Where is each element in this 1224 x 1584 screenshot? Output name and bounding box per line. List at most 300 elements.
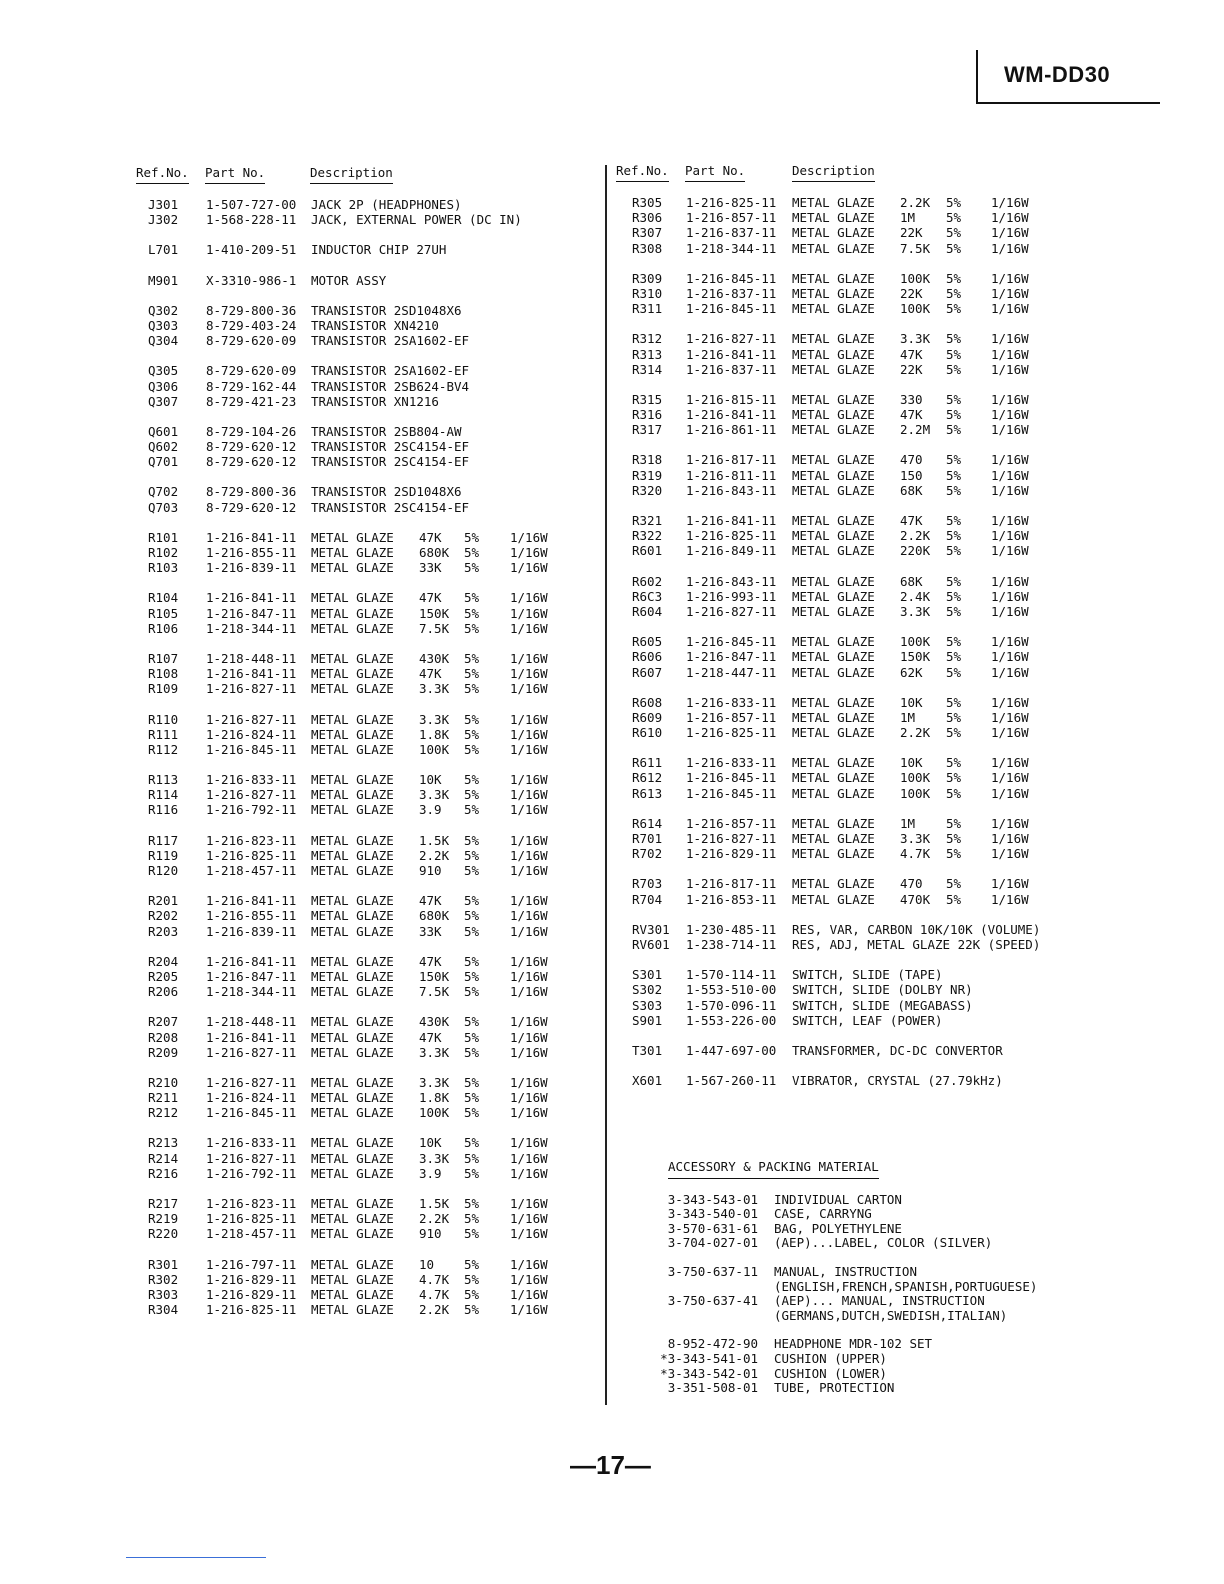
value: 150K — [900, 649, 931, 665]
part-group — [616, 922, 1216, 952]
tolerance: 5% — [464, 953, 480, 969]
wattage: 1/16W — [510, 1271, 548, 1287]
value: 1M — [900, 709, 916, 725]
part-no: 1-216-833-11 — [686, 755, 777, 771]
wattage: 1/16W — [510, 1090, 548, 1106]
value: 3.3K — [419, 1044, 450, 1060]
description: RES, VAR, CARBON 10K/10K (VOLUME) — [792, 921, 1041, 937]
value: 470 — [900, 876, 923, 892]
ref-no: RV601 — [632, 936, 670, 952]
value: 680K — [419, 908, 450, 924]
value: 430K — [419, 650, 450, 666]
table-row — [616, 786, 1216, 801]
wattage: 1/16W — [991, 725, 1029, 741]
part-group — [616, 331, 1216, 377]
part-group — [136, 303, 596, 349]
part-no: 8-729-620-12 — [206, 439, 297, 455]
part-no: 1-216-825-11 — [686, 528, 777, 544]
value: 22K — [900, 285, 923, 301]
ref-no: R305 — [632, 195, 663, 210]
ref-no: R308 — [632, 240, 663, 256]
description: METAL GLAZE — [792, 225, 875, 241]
table-row — [616, 634, 1216, 649]
tolerance: 5% — [946, 543, 962, 559]
ref-no: J301 — [148, 197, 179, 212]
part-group — [616, 816, 1216, 862]
header-ref-no: Ref.No. — [136, 165, 189, 184]
description: METAL GLAZE — [311, 908, 394, 924]
column-divider — [605, 165, 607, 1405]
table-row — [616, 331, 1216, 346]
part-no: 1-230-485-11 — [686, 921, 777, 937]
table-row — [616, 892, 1216, 907]
accessory-row — [658, 1294, 1078, 1309]
value: 47K — [900, 513, 923, 528]
value: 10K — [900, 694, 923, 710]
wattage: 1/16W — [510, 923, 548, 939]
wattage: 1/16W — [510, 1150, 548, 1166]
table-row — [616, 422, 1216, 437]
description: METAL GLAZE — [311, 741, 394, 757]
value: 3.3K — [419, 1150, 450, 1166]
table-row — [616, 574, 1216, 589]
tolerance: 5% — [946, 846, 962, 862]
value: 2.4K — [900, 588, 931, 604]
wattage: 1/16W — [991, 664, 1029, 680]
description: METAL GLAZE — [311, 726, 394, 742]
table-row — [136, 439, 596, 454]
description: METAL GLAZE — [311, 681, 394, 697]
description: METAL GLAZE — [311, 1044, 394, 1060]
wattage: 1/16W — [510, 1211, 548, 1227]
ref-no: R209 — [148, 1044, 179, 1060]
value: 1.5K — [419, 832, 450, 848]
wattage: 1/16W — [510, 802, 548, 818]
part-no: 1-216-847-11 — [686, 649, 777, 665]
part-no: 8-729-620-09 — [206, 363, 297, 379]
description: METAL GLAZE — [792, 891, 875, 907]
ref-no: R116 — [148, 802, 179, 818]
value: 100K — [900, 785, 931, 801]
part-no: 1-216-845-11 — [206, 1105, 297, 1121]
description: METAL GLAZE — [311, 1135, 394, 1151]
table-row — [136, 273, 596, 288]
value: 1M — [900, 815, 916, 831]
ref-no: R303 — [148, 1286, 179, 1302]
ref-no: R106 — [148, 620, 179, 636]
ref-no: R110 — [148, 711, 179, 727]
table-row — [136, 1226, 596, 1241]
tolerance: 5% — [464, 787, 480, 803]
table-row — [136, 984, 596, 999]
tolerance: 5% — [464, 893, 480, 909]
model-title: WM-DD30 — [1004, 62, 1111, 87]
ref-no: R315 — [632, 391, 663, 407]
table-row — [136, 303, 596, 318]
table-row — [616, 755, 1216, 770]
ref-no: R214 — [148, 1150, 179, 1166]
wattage: 1/16W — [991, 331, 1029, 347]
tolerance: 5% — [946, 225, 962, 241]
part-no: 1-216-824-11 — [206, 1090, 297, 1106]
ref-no: R103 — [148, 560, 179, 576]
tolerance: 5% — [464, 1271, 480, 1287]
ref-no: R217 — [148, 1196, 179, 1211]
value: 3.3K — [419, 711, 450, 727]
tolerance: 5% — [464, 560, 480, 576]
part-group — [616, 1043, 1216, 1058]
table-row — [616, 452, 1216, 467]
value: 910 — [419, 863, 442, 878]
parts-list-right — [616, 163, 1216, 1103]
description: TRANSISTOR 2SC4154-EF — [311, 439, 470, 455]
description: METAL GLAZE — [311, 1286, 394, 1302]
description: METAL GLAZE — [792, 270, 875, 286]
part-group — [616, 195, 1216, 256]
ref-no: R320 — [632, 482, 663, 498]
part-no: 1-216-841-11 — [686, 513, 777, 528]
part-no: 1-216-823-11 — [206, 1196, 297, 1211]
value: 3.3K — [419, 787, 450, 803]
description: TRANSISTOR 2SD1048X6 — [311, 484, 462, 500]
part-no: 1-216-827-11 — [206, 711, 297, 727]
table-row — [616, 876, 1216, 891]
description: METAL GLAZE — [792, 407, 875, 423]
wattage: 1/16W — [510, 726, 548, 742]
ref-no: R316 — [632, 407, 663, 423]
wattage: 1/16W — [991, 270, 1029, 286]
header-part-no: Part No. — [205, 165, 265, 184]
wattage: 1/16W — [991, 240, 1029, 256]
tolerance: 5% — [946, 785, 962, 801]
part-no: 1-570-096-11 — [686, 997, 777, 1013]
ref-no: S901 — [632, 1012, 663, 1028]
part-no: 1-216-857-11 — [686, 815, 777, 831]
description: METAL GLAZE — [792, 301, 875, 317]
table-row — [136, 772, 596, 787]
table-row — [136, 1135, 596, 1150]
wattage: 1/16W — [510, 772, 548, 788]
table-row — [616, 241, 1216, 256]
wattage: 1/16W — [991, 285, 1029, 301]
tolerance: 5% — [946, 467, 962, 483]
part-group — [616, 392, 1216, 438]
description: TRANSISTOR 2SC4154-EF — [311, 499, 470, 515]
part-no: 1-216-839-11 — [206, 923, 297, 939]
part-no: 8-729-403-24 — [206, 317, 297, 333]
tolerance: 5% — [946, 815, 962, 831]
value: 22K — [900, 361, 923, 377]
part-no: 1-216-792-11 — [206, 1165, 297, 1181]
part-no: 1-553-226-00 — [686, 1012, 777, 1028]
part-no: 1-216-827-11 — [206, 787, 297, 803]
value: 33K — [419, 923, 442, 939]
description: TRANSISTOR 2SD1048X6 — [311, 302, 462, 318]
description: JACK, EXTERNAL POWER (DC IN) — [311, 212, 522, 228]
tolerance: 5% — [946, 725, 962, 741]
wattage: 1/16W — [991, 634, 1029, 650]
ref-no: R611 — [632, 755, 663, 771]
description: METAL GLAZE — [311, 545, 394, 560]
ref-no: R601 — [632, 543, 663, 559]
table-row — [136, 802, 596, 817]
tolerance: 5% — [946, 588, 962, 604]
ref-no: R613 — [632, 785, 663, 801]
ref-no: R604 — [632, 603, 663, 619]
accessory-row — [658, 1280, 1078, 1295]
description: TRANSISTOR XN1216 — [311, 393, 439, 409]
ref-no: R313 — [632, 346, 663, 362]
ref-no: R220 — [148, 1226, 179, 1242]
part-no: 1-216-825-11 — [206, 847, 297, 863]
table-row — [136, 954, 596, 969]
part-no: 1-216-827-11 — [206, 1074, 297, 1090]
tolerance: 5% — [464, 711, 480, 727]
tolerance: 5% — [946, 452, 962, 468]
part-no: 1-216-845-11 — [686, 634, 777, 650]
table-row — [616, 271, 1216, 286]
wattage: 1/16W — [510, 529, 548, 545]
part-no: 3-351-508-01 — [667, 1380, 758, 1396]
value: 2.2M — [900, 422, 931, 438]
description: TRANSISTOR 2SA1602-EF — [311, 333, 470, 349]
wattage: 1/16W — [991, 391, 1029, 407]
description: CASE, CARRYNG — [774, 1206, 872, 1222]
tolerance: 5% — [464, 1286, 480, 1302]
table-row — [616, 604, 1216, 619]
wattage: 1/16W — [510, 953, 548, 969]
part-no: 1-216-855-11 — [206, 545, 297, 560]
ref-no: R703 — [632, 876, 663, 892]
part-group — [136, 484, 596, 514]
table-row — [136, 363, 596, 378]
tolerance: 5% — [464, 832, 480, 848]
description: METAL GLAZE — [311, 787, 394, 803]
accessory-row — [658, 1337, 1078, 1352]
ref-no: R704 — [632, 891, 663, 907]
tolerance: 5% — [464, 1226, 480, 1242]
description: TRANSFORMER, DC-DC CONVERTOR — [792, 1042, 1003, 1058]
table-row — [136, 924, 596, 939]
part-no: 1-216-833-11 — [686, 694, 777, 710]
ref-no: S302 — [632, 982, 663, 998]
description: METAL GLAZE — [311, 1029, 394, 1045]
wattage: 1/16W — [991, 785, 1029, 801]
description: MANUAL, INSTRUCTION — [774, 1263, 917, 1279]
wattage: 1/16W — [991, 513, 1029, 528]
tolerance: 5% — [464, 590, 480, 606]
part-no: 1-238-714-11 — [686, 936, 777, 952]
wattage: 1/16W — [991, 467, 1029, 483]
tolerance: 5% — [464, 847, 480, 863]
part-no: 3-704-027-01 — [667, 1235, 758, 1251]
tolerance: 5% — [946, 270, 962, 286]
description: METAL GLAZE — [311, 605, 394, 621]
tolerance: 5% — [464, 1105, 480, 1121]
table-row — [616, 589, 1216, 604]
tolerance: 5% — [464, 545, 480, 560]
part-no: 1-216-825-11 — [686, 195, 777, 210]
part-no: 1-216-824-11 — [206, 726, 297, 742]
description: CUSHION (UPPER) — [774, 1350, 887, 1366]
table-row — [616, 286, 1216, 301]
table-row — [616, 225, 1216, 240]
value: 100K — [900, 634, 931, 650]
table-row — [616, 710, 1216, 725]
ref-no: R314 — [632, 361, 663, 377]
ref-no: R105 — [148, 605, 179, 621]
value: 100K — [900, 270, 931, 286]
table-row — [136, 712, 596, 727]
ref-no: R311 — [632, 301, 663, 317]
part-no: 1-570-114-11 — [686, 967, 777, 983]
value: 2.2K — [900, 725, 931, 741]
part-no: 1-216-847-11 — [206, 968, 297, 984]
tolerance: 5% — [946, 755, 962, 771]
part-no: 3-570-631-61 — [667, 1220, 758, 1236]
part-group — [136, 530, 596, 576]
description: METAL GLAZE — [792, 513, 875, 528]
table-row — [136, 969, 596, 984]
ref-no: Q305 — [148, 363, 179, 379]
value: 3.3K — [419, 681, 450, 697]
wattage: 1/16W — [510, 1044, 548, 1060]
part-group — [136, 590, 596, 636]
table-row — [136, 606, 596, 621]
ref-no: R216 — [148, 1165, 179, 1181]
part-no: 1-218-448-11 — [206, 650, 297, 666]
accessory-row — [658, 1352, 1078, 1367]
ref-no: R204 — [148, 953, 179, 969]
wattage: 1/16W — [510, 832, 548, 848]
part-no: 1-216-857-11 — [686, 709, 777, 725]
ref-no: R113 — [148, 772, 179, 788]
ref-no: R219 — [148, 1211, 179, 1227]
description: METAL GLAZE — [311, 847, 394, 863]
part-group — [136, 1196, 596, 1242]
ref-no: R112 — [148, 741, 179, 757]
part-group — [136, 1257, 596, 1318]
ref-no: Q304 — [148, 333, 179, 349]
ref-no: R608 — [632, 694, 663, 710]
value: 10 — [419, 1256, 435, 1272]
accessory-list — [658, 1193, 1078, 1396]
part-group — [616, 755, 1216, 801]
ref-no: R701 — [632, 831, 663, 846]
ref-no: R610 — [632, 725, 663, 741]
tolerance: 5% — [464, 1014, 480, 1030]
ref-no: R6C3 — [632, 588, 663, 604]
ref-no: R109 — [148, 681, 179, 697]
part-no: 1-218-457-11 — [206, 1226, 297, 1242]
part-no: 1-507-727-00 — [206, 197, 297, 212]
table-row — [136, 1287, 596, 1302]
description: METAL GLAZE — [311, 1196, 394, 1211]
part-group — [136, 1075, 596, 1121]
part-no: 1-216-792-11 — [206, 802, 297, 818]
tolerance: 5% — [464, 1211, 480, 1227]
wattage: 1/16W — [991, 846, 1029, 862]
table-row — [616, 468, 1216, 483]
wattage: 1/16W — [991, 876, 1029, 892]
table-row — [616, 982, 1216, 997]
part-no: 1-216-827-11 — [686, 831, 777, 846]
description: BAG, POLYETHYLENE — [774, 1220, 902, 1236]
part-no: 8-729-104-26 — [206, 423, 297, 439]
value: 7.5K — [900, 240, 931, 256]
part-no: 1-218-457-11 — [206, 863, 297, 878]
ref-no: R213 — [148, 1135, 179, 1151]
part-no: *3-343-542-01 — [660, 1365, 758, 1381]
wattage: 1/16W — [510, 893, 548, 909]
value: 10K — [900, 755, 923, 771]
wattage: 1/16W — [510, 1029, 548, 1045]
tolerance: 5% — [464, 984, 480, 1000]
wattage: 1/16W — [510, 1074, 548, 1090]
value: 100K — [419, 1105, 450, 1121]
accessory-row — [658, 1265, 1078, 1280]
wattage: 1/16W — [510, 681, 548, 697]
tolerance: 5% — [464, 650, 480, 666]
tolerance: 5% — [946, 195, 962, 210]
part-no: 1-216-849-11 — [686, 543, 777, 559]
ref-no: R203 — [148, 923, 179, 939]
description: METAL GLAZE — [311, 863, 394, 878]
ref-no: R312 — [632, 331, 663, 347]
tolerance: 5% — [946, 407, 962, 423]
tolerance: 5% — [946, 876, 962, 892]
ref-no: R108 — [148, 666, 179, 682]
ref-no: R317 — [632, 422, 663, 438]
value: 330 — [900, 391, 923, 407]
wattage: 1/16W — [510, 590, 548, 606]
wattage: 1/16W — [991, 891, 1029, 907]
table-row — [616, 1013, 1216, 1028]
tolerance: 5% — [464, 1074, 480, 1090]
tolerance: 5% — [464, 529, 480, 545]
part-no: 1-216-827-11 — [206, 681, 297, 697]
ref-no: R208 — [148, 1029, 179, 1045]
table-row — [136, 242, 596, 257]
ref-no: R210 — [148, 1074, 179, 1090]
ref-no: R206 — [148, 984, 179, 1000]
tolerance: 5% — [946, 634, 962, 650]
table-row — [616, 483, 1216, 498]
value: 1.8K — [419, 726, 450, 742]
value: 47K — [419, 893, 442, 909]
part-group — [136, 1014, 596, 1060]
ref-no: L701 — [148, 242, 179, 258]
part-no: 8-729-800-36 — [206, 302, 297, 318]
description: (ENGLISH,FRENCH,SPANISH,PORTUGUESE) — [774, 1278, 1038, 1294]
value: 10K — [419, 772, 442, 788]
description: METAL GLAZE — [311, 590, 394, 606]
table-row — [136, 560, 596, 575]
description: METAL GLAZE — [311, 772, 394, 788]
wattage: 1/16W — [510, 666, 548, 682]
ref-no: Q306 — [148, 378, 179, 394]
table-row — [136, 1030, 596, 1045]
tolerance: 5% — [464, 802, 480, 818]
wattage: 1/16W — [991, 301, 1029, 317]
value: 22K — [900, 225, 923, 241]
value: 7.5K — [419, 620, 450, 636]
value: 470 — [900, 452, 923, 468]
ref-no: R614 — [632, 815, 663, 831]
ref-no: R117 — [148, 832, 179, 848]
part-no: 1-216-827-11 — [686, 331, 777, 347]
description: JACK 2P (HEADPHONES) — [311, 197, 462, 212]
